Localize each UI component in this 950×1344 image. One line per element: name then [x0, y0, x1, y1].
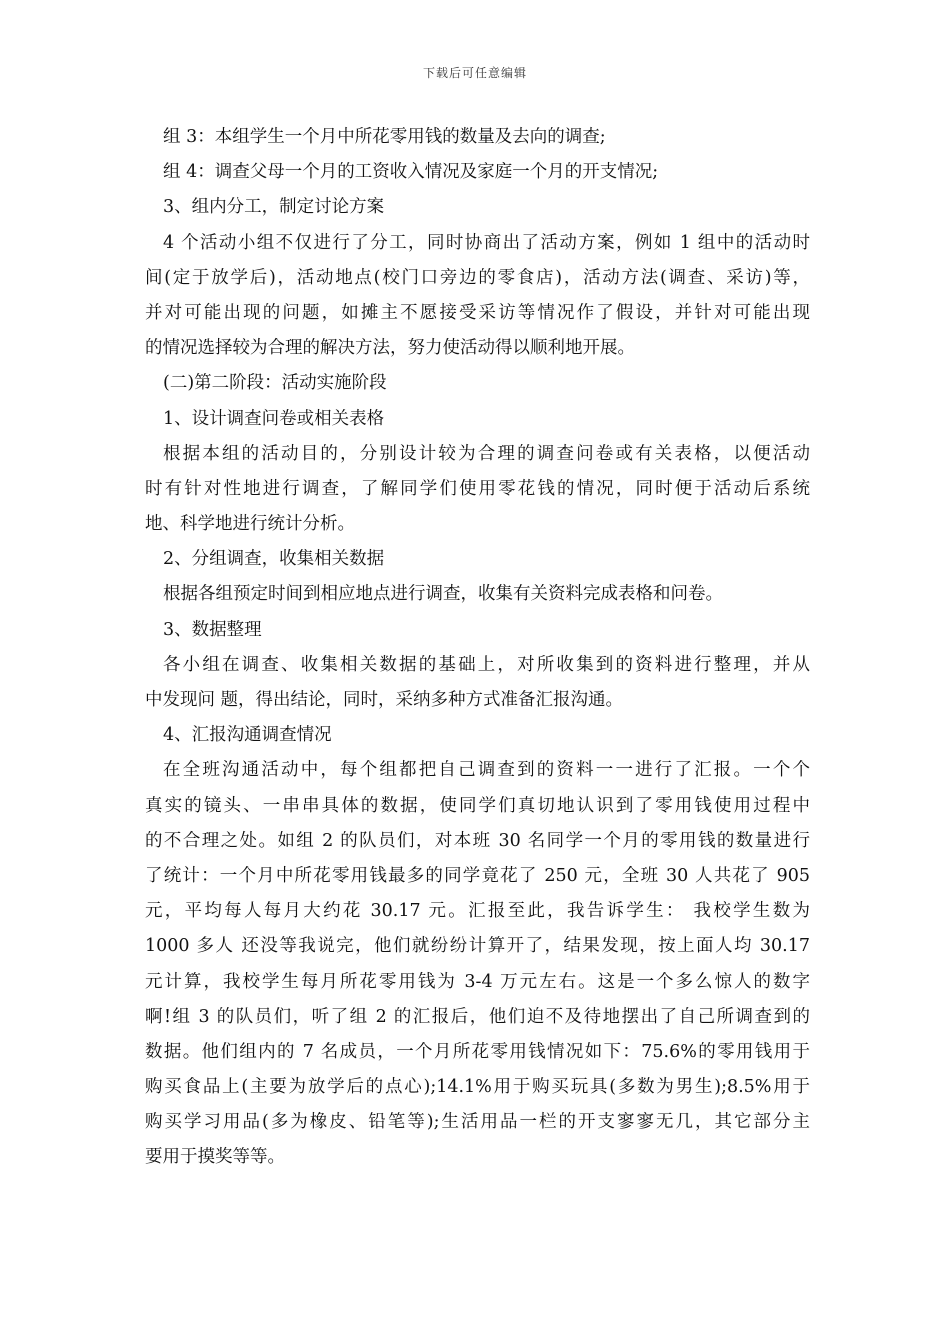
text-line: 真实的镜头、一串串具体的数据，使同学们真切地认识到了零用钱使用过程中: [145, 795, 810, 816]
text-line: 购买学习用品(多为橡皮、铅笔等);生活用品一栏的开支寥寥无几，其它部分主: [145, 1112, 810, 1133]
section-heading: 1、设计调查问卷或相关表格: [163, 408, 385, 429]
text-line: 要用于摸奖等等。: [145, 1147, 285, 1168]
text-line: 在全班沟通活动中，每个组都把自己调查到的资料一一进行了汇报。一个个: [163, 760, 810, 781]
text-line: 购买食品上(主要为放学后的点心);14.1%用于购买玩具(多数为男生);8.5%用于: [145, 1077, 810, 1098]
text-line: 的不合理之处。如组 2 的队员们，对本班 30 名同学一个月的零用钱的数量进行: [145, 830, 810, 851]
text-line: 并对可能出现的问题，如摊主不愿接受采访等情况作了假设，并针对可能出现: [145, 302, 810, 323]
text-line: 了统计：一个月中所花零用钱最多的同学竟花了 250 元，全班 30 人共花了 905: [145, 865, 810, 886]
section-heading: (二)第二阶段：活动实施阶段: [163, 373, 387, 394]
text-line: 组 3：本组学生一个月中所花零用钱的数量及去向的调查;: [163, 127, 606, 147]
text-line: 组 4：调查父母一个月的工资收入情况及家庭一个月的开支情况;: [163, 162, 659, 183]
page-header-note: 下载后可任意编辑: [422, 66, 527, 80]
text-line: 元，平均每人每月大约花 30.17 元。汇报至此，我告诉学生： 我校学生数为: [145, 901, 810, 922]
text-line: 各小组在调查、收集相关数据的基础上，对所收集到的资料进行整理，并从: [163, 654, 810, 675]
text-line: 根据本组的活动目的，分别设计较为合理的调查问卷或有关表格，以便活动: [163, 443, 810, 464]
text-line: 元计算，我校学生每月所花零用钱为 3-4 万元左右。这是一个多么惊人的数字: [145, 971, 810, 992]
text-line: 地、科学地进行统计分析。: [145, 514, 355, 535]
text-line: 中发现问 题，得出结论，同时，采纳多种方式准备汇报沟通。: [145, 690, 624, 710]
text-line: 根据各组预定时间到相应地点进行调查，收集有关资料完成表格和问卷。: [163, 584, 723, 605]
text-line: 间(定于放学后)，活动地点(校门口旁边的零食店)，活动方法(调查、采访)等，: [145, 267, 810, 288]
text-line: 啊!组 3 的队员们，听了组 2 的汇报后，他们迫不及待地摆出了自己所调查到的: [145, 1006, 810, 1027]
section-heading: 3、组内分工，制定讨论方案: [163, 197, 385, 218]
section-heading: 3、数据整理: [163, 619, 262, 640]
section-heading: 4、汇报沟通调查情况: [163, 725, 332, 746]
section-heading: 2、分组调查，收集相关数据: [163, 549, 385, 570]
text-line: 1000 多人 还没等我说完，他们就纷纷计算开了，结果发现，按上面人均 30.17: [145, 936, 810, 957]
text-line: 时有针对性地进行调查，了解同学们使用零花钱的情况，同时便于活动后系统: [145, 478, 810, 499]
text-line: 4 个活动小组不仅进行了分工，同时协商出了活动方案，例如 1 组中的活动时: [163, 232, 810, 253]
document-body: [145, 120, 810, 1176]
text-line: 的情况选择较为合理的解决方法，努力使活动得以顺利地开展。: [145, 338, 635, 359]
text-line: 数据。他们组内的 7 名成员，一个月所花零用钱情况如下：75.6%的零用钱用于: [145, 1041, 810, 1062]
